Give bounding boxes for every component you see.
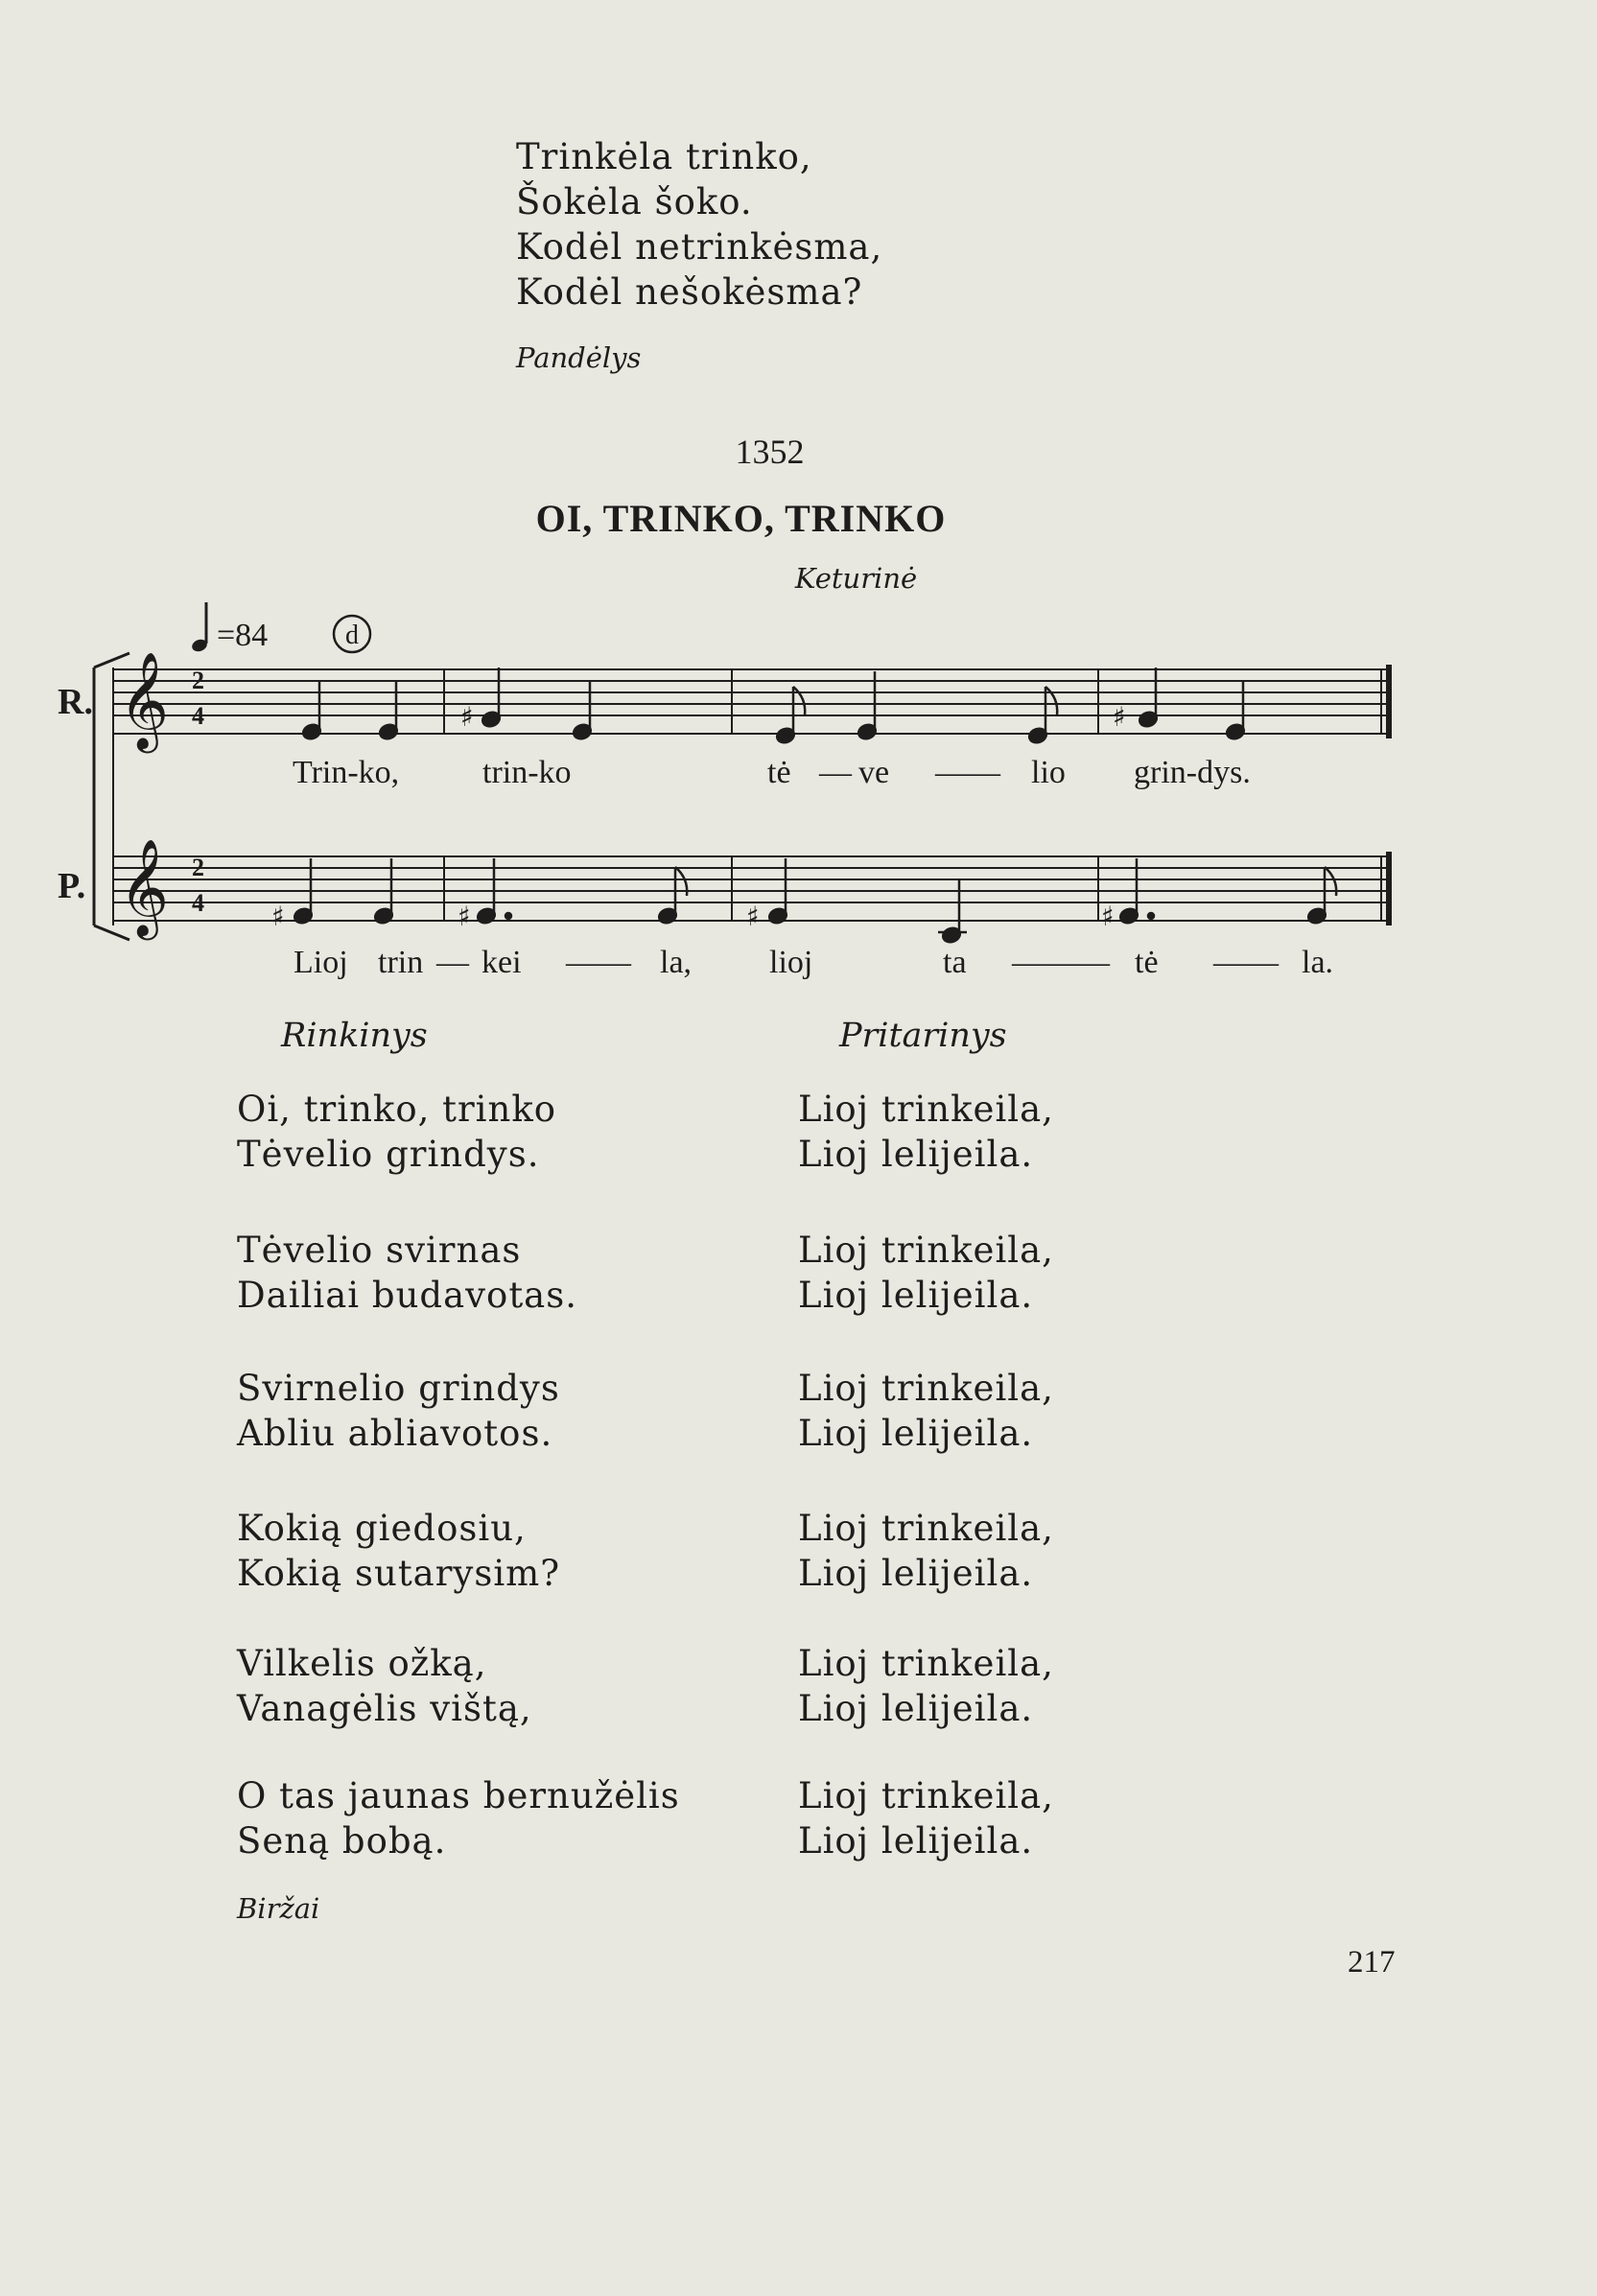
stanza-line: Lioj lelijeila. [798, 1553, 1034, 1594]
lyric-syllable: trin-ko [482, 755, 572, 790]
page-number: 217 [1348, 1945, 1396, 1980]
lyric-syllable: —— [935, 755, 1000, 790]
place-label: Pandėlys [516, 341, 642, 374]
verse-line: Kodėl nešokėsma? [516, 271, 863, 313]
lyric-syllable: la, [660, 945, 693, 980]
stanza-left [237, 1506, 560, 1596]
stanza-line: Svirnelio grindys [237, 1368, 560, 1409]
lyric-syllable: — [436, 945, 469, 980]
stanza-right [798, 1366, 1054, 1456]
stanza-right [798, 1641, 1054, 1731]
stanza-line: Abliu abliavotos. [237, 1413, 553, 1454]
stanza-line: Dailiai budavotas. [237, 1275, 577, 1316]
stanza-right [798, 1087, 1054, 1177]
stanza-line: Kokią giedosiu, [237, 1508, 527, 1549]
stanza-left [237, 1228, 577, 1318]
verse-line: Kodėl netrinkėsma, [516, 226, 883, 268]
lyric-syllable: —— [1213, 945, 1279, 980]
column-heading-pritarinys: Pritarinys [839, 1017, 1007, 1055]
svg-text:♯: ♯ [458, 901, 471, 932]
tempo-mark [190, 602, 370, 653]
stanza-left [237, 1087, 556, 1177]
svg-text:♯: ♯ [746, 901, 760, 932]
lyric-syllable: lioj [769, 945, 813, 980]
staff-label-p: P. [58, 866, 86, 906]
stanza-line: Lioj lelijeila. [798, 1275, 1034, 1316]
song-title: OI, TRINKO, TRINKO [535, 497, 947, 540]
lyric-syllable: tė [1135, 945, 1159, 980]
tempo-value: =84 [217, 618, 269, 653]
stanza-line: Vanagėlis vištą, [237, 1688, 532, 1729]
svg-text:𝄞: 𝄞 [119, 837, 170, 936]
lyric-syllable: ta [943, 945, 967, 980]
time-signature-top: 2 [192, 854, 204, 881]
song-subtitle: Keturinė [794, 562, 918, 595]
svg-text:♯: ♯ [271, 901, 285, 932]
staff-r [113, 650, 1391, 754]
stanza-line: Lioj lelijeila. [798, 1820, 1034, 1862]
lyric-syllable: grin-dys. [1134, 755, 1251, 790]
song-number: 1352 [735, 433, 805, 471]
time-signature-bottom: 4 [192, 889, 204, 917]
stanza-line: Lioj lelijeila. [798, 1413, 1034, 1454]
lyric-syllable: —— [566, 945, 631, 980]
stanza-line: Lioj trinkeila, [798, 1230, 1054, 1271]
lyric-syllable: — [819, 755, 852, 790]
stanza-left [237, 1773, 680, 1863]
stanza-line: O tas jaunas bernužėlis [237, 1775, 680, 1816]
stanza-line: Tėvelio svirnas [237, 1230, 522, 1271]
stanza-line: Oi, trinko, trinko [237, 1089, 557, 1130]
svg-text:♯: ♯ [460, 701, 474, 733]
stanza-line: Lioj trinkeila, [798, 1508, 1054, 1549]
time-signature-bottom: 4 [192, 702, 204, 730]
stanza-line: Lioj trinkeila, [798, 1775, 1054, 1816]
stanza-left [237, 1366, 560, 1456]
lyrics-p [294, 945, 1333, 980]
lyric-syllable: tė [767, 755, 791, 790]
lyric-syllable: Lioj [294, 945, 348, 980]
mode-mark: d [345, 621, 359, 650]
stanza-line: Tėvelio grindys. [237, 1134, 540, 1175]
staff-label-r: R. [58, 682, 93, 722]
lyric-syllable: Trin-ko, [293, 755, 400, 790]
staff-p [113, 837, 1391, 945]
stanza-line: Lioj lelijeila. [798, 1134, 1034, 1175]
verse-line: Šokėla šoko. [516, 181, 753, 223]
column-heading-rinkinys: Rinkinys [281, 1017, 428, 1055]
music-score [0, 595, 1597, 997]
stanza-line: Lioj trinkeila, [798, 1368, 1054, 1409]
stanza-left [237, 1641, 532, 1731]
stanza-line: Seną bobą. [237, 1820, 447, 1862]
lyric-syllable: lio [1031, 755, 1066, 790]
svg-text:𝄞: 𝄞 [119, 650, 170, 749]
stanza-right [798, 1506, 1054, 1596]
stanza-line: Kokią sutarysim? [237, 1553, 561, 1594]
svg-text:♯: ♯ [1101, 901, 1115, 932]
stanza-line: Vilkelis ožką, [237, 1643, 487, 1684]
lyric-syllable: trin [378, 945, 424, 980]
lyrics-r [293, 755, 1251, 790]
stanza-right [798, 1773, 1054, 1863]
stanza-line: Lioj lelijeila. [798, 1688, 1034, 1729]
lyric-syllable: ve [858, 755, 890, 790]
verse-line: Trinkėla trinko, [516, 136, 812, 177]
lyric-syllable: la. [1302, 945, 1334, 980]
place-label: Biržai [237, 1892, 320, 1925]
top-verse [516, 134, 882, 315]
lyric-syllable: ——— [1012, 945, 1110, 980]
svg-text:♯: ♯ [1113, 701, 1126, 733]
stanza-right [798, 1228, 1054, 1318]
time-signature-top: 2 [192, 667, 204, 694]
lyric-syllable: kei [481, 945, 522, 980]
stanza-line: Lioj trinkeila, [798, 1089, 1054, 1130]
stanza-line: Lioj trinkeila, [798, 1643, 1054, 1684]
